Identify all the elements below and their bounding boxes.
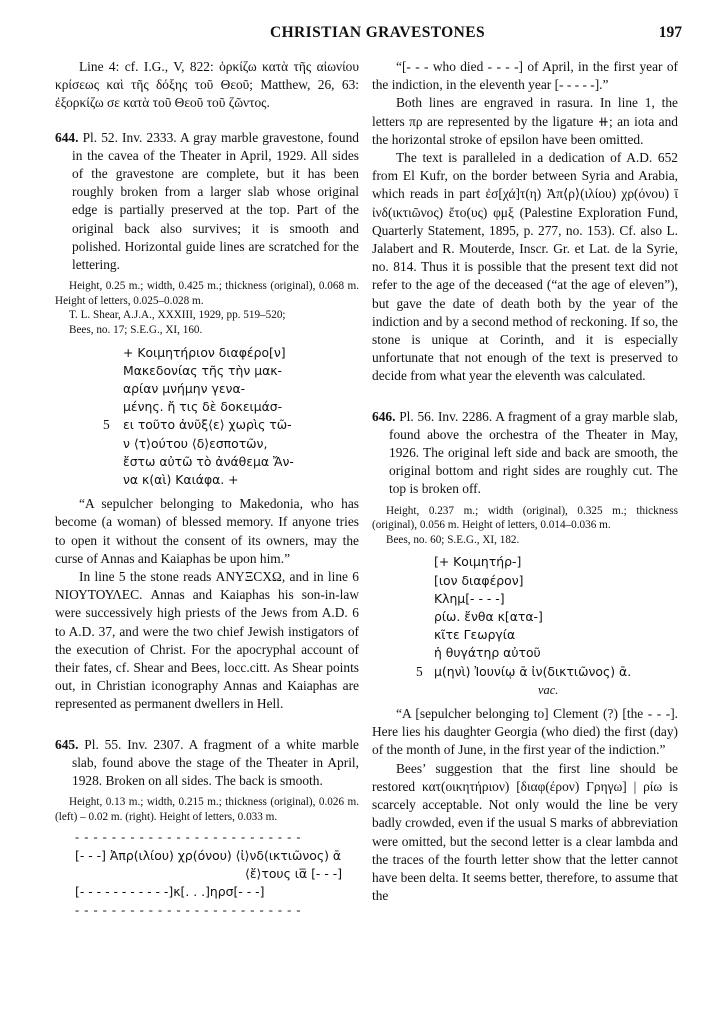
inscription-line: Κλημ[- - - -] (434, 590, 505, 606)
page-header (0, 22, 725, 46)
entry-text: Pl. 55. Inv. 2307. A fragment of a white marble slab, found above the stage of the Theater in April, 1928. Broken on all sides. The back is smooth. (72, 736, 359, 789)
vacat-mark: vac. (538, 682, 559, 697)
right-column (372, 58, 678, 905)
inscription-644 (55, 344, 359, 490)
inscription-line: 5 μ(ηνὶ) Ἰουνίῳ ᾱ ἰν(δικτιῶνος) ᾱ. (372, 663, 678, 681)
entry-text: Pl. 52. Inv. 2333. A gray marble gravestone, found in the cavea of the Theater in April, 1929. All sides of the gravestone are complete, but it has been roughly broken from a larger slab whose original edge is partially preserved at the top. Part of the original back also survives; it is smooth and polished. Horizontal guide lines are scratched for the lettering. (72, 129, 359, 273)
entry-646-commentary: Bees’ suggestion that the first line should be restored κατ(οικητήριον) [διαφ(έρον) Γρηγω] | ρίω is scarcely acceptable. Not only would the line be very badly crowded, even if the usual S marks of abbreviation were omitted, but the second letter is a clear lambda and the traces of the fourth letter show that the letter cannot have been delta. It seems better, therefore, to assume that the (372, 760, 678, 904)
entry-646-description (372, 408, 678, 499)
entry-644-commentary: In line 5 the stone reads ΑΝΥΞϹΧΩ, and in line 6 ΝΙΟΥΤΟΥΛΕϹ. Annas and Kaiaphas his son-in-law were successively high priests of the Jews from A.D. 6 to A.D. 37, and were the two chief Jewish instigators of the execution of Christ. For the apocryphal account of their fates, cf. Shear and Bees, locc.citt. As Shear points out, in Christian iconography Annas and Kaiaphas are represented as permanent dwellers in Hell. (55, 569, 359, 712)
fragment-line: [- - -] Ἀπρ(ιλίου) χρ(όνου) ⟨ἰ⟩νδ(ικτιῶνος) ᾱ (75, 847, 342, 863)
inscription-line: κῖτε Γεωργία (434, 627, 516, 643)
entry-number: 645. (55, 736, 79, 752)
dash-row: - - - - - - - - - - - - - - - - - - - - - - - - - (75, 903, 302, 918)
entry-644-description (55, 129, 359, 275)
inscription-line: ἡ θυγάτηρ αὐτοῦ (434, 645, 541, 661)
entry-645-rasura-note: Both lines are engraved in rasura. In line 1, the letters πρ are represented by the ligature ⧺; an iota and the horizontal stroke of epsilon have been omitted. (372, 95, 678, 147)
fragment-line: [- - - - - - - - - - -]κ[. . .]ηρσ[- - -] (75, 884, 265, 900)
inscription-line: αρίαν μνήμην γενα- (123, 381, 246, 397)
entry-645-description (55, 736, 359, 791)
entry-645-parallel: The text is paralleled in a dedication of A.D. 652 from El Kufr, on the border between Syria and Arabia, which reads in part ἐσ[χά]τ(η) Ἀπ⟨ρ⟩(ιλίου) χρ(όνου) ῑ ἰνδ(ικτιῶνος) ἔτο(υς) φμξ (Palestine Exploration Fund, Quarterly Statement, 1895, p. 277, no. 153). Cf. also L. Jalabert and R. Mouterde, Inscr. Gr. et Lat. de la Syrie, no. 814. Thus it is possible that the present text did not refer to the age of the deceased (“at the age of eleven”), but gave the date of death both by the year of the indiction and by a second method of reckoning. If so, the stone is unique at Corinth, and it is especially unfortunate that not enough of the text is preserved to decide from what year the eleventh was calculated. (372, 150, 678, 384)
entry-644-references-2: Bees, no. 17; S.E.G., XI, 160. (69, 324, 203, 337)
entry-644-dimensions: Height, 0.25 m.; width, 0.425 m.; thickness (original), 0.068 m. Height of letters, 0.025–0.028 m. (55, 280, 359, 307)
inscription-line: 5 ει τοῦτο ἀνῦξ⟨ε⟩ χωρὶς τῶ- (55, 416, 359, 434)
running-title: CHRISTIAN GRAVESTONES (270, 24, 485, 41)
entry-646-dimensions: Height, 0.237 m.; width (original), 0.325 m.; thickness (original), 0.056 m. Height of letters, 0.014–0.036 m. (372, 504, 678, 532)
inscription-line: ρίω. ἔνθα κ[ατα-] (434, 609, 543, 625)
inscription-line: [+ Κοιμητήρ-] (434, 554, 522, 570)
inscription-line: Μακεδονίας τῆς τὴν μακ- (123, 362, 283, 378)
inscription-line: να κ(αὶ) Καιάφα. + (123, 472, 239, 488)
line-number: 5 (103, 417, 110, 433)
dash-row: - - - - - - - - - - - - - - - - - - - - - - - - - (75, 830, 302, 845)
entry-number: 644. (55, 129, 79, 145)
note-line-4: Line 4: cf. I.G., V, 822: ὁρκίζω κατὰ τῆς αἰωνίου κρίσεως καὶ τῆς δόξης τοῦ Θεοῦ; Matthew, 26, 63: ἐξορκίζω σε κατὰ τοῦ Θεοῦ τοῦ ζῶντος. (55, 59, 359, 111)
entry-645-translation: “[- - - who died - - - -] of April, in the first year of the indiction, in the eleventh year [- - - - -].” (372, 59, 678, 93)
inscription-line: μένης. ἤ τις δὲ δοκειμάσ- (123, 399, 283, 415)
fragment-line: ⟨ἔ⟩τους ια̅ [- - -] (245, 865, 343, 881)
inscription-646 (372, 553, 678, 699)
entry-644-references: T. L. Shear, A.J.A., XXXIII, 1929, pp. 519–520; (69, 309, 286, 322)
fragment-645 (55, 828, 359, 919)
inscription-line: [ιον διαφέρον] (434, 572, 524, 588)
inscription-line: + Κοιμητήριον διαφέρο[ν] (123, 344, 286, 360)
left-column (55, 58, 359, 919)
entry-646-references: Bees, no. 60; S.E.G., XI, 182. (386, 533, 520, 546)
entry-645-dimensions: Height, 0.13 m.; width, 0.215 m.; thickness (original), 0.026 m. (left) – 0.02 m. (right). Height of letters, 0.033 m. (55, 796, 359, 823)
page-number: 197 (658, 24, 682, 41)
line-number: 5 (416, 663, 423, 679)
entry-text: Pl. 56. Inv. 2286. A fragment of a gray marble slab, found above the orchestra of the Theater in May, 1926. The original left side and back are smooth, the original bottom and right sides are roughly cut. The top is broken off. (389, 408, 678, 497)
inscription-line: ν ⟨τ⟩ούτου ⟨δ⟩εσποτῶν, (123, 435, 268, 451)
inscription-line: ἔστω αὐτῶ τὸ ἀνάθεμα Ἄν- (123, 453, 294, 469)
entry-number: 646. (372, 408, 396, 424)
entry-644-translation: “A sepulcher belonging to Makedonia, who has become (a woman) of blessed memory. If anyone tries to open it without the consent of its owners, may the curse of Annas and Kaiaphas be upon him.” (55, 496, 359, 566)
entry-646-translation: “A [sepulcher belonging to] Clement (?) [the - - -]. Here lies his daughter Georgia (who died) the first (day) of the month of June, in the first year of the indiction.” (372, 706, 678, 758)
